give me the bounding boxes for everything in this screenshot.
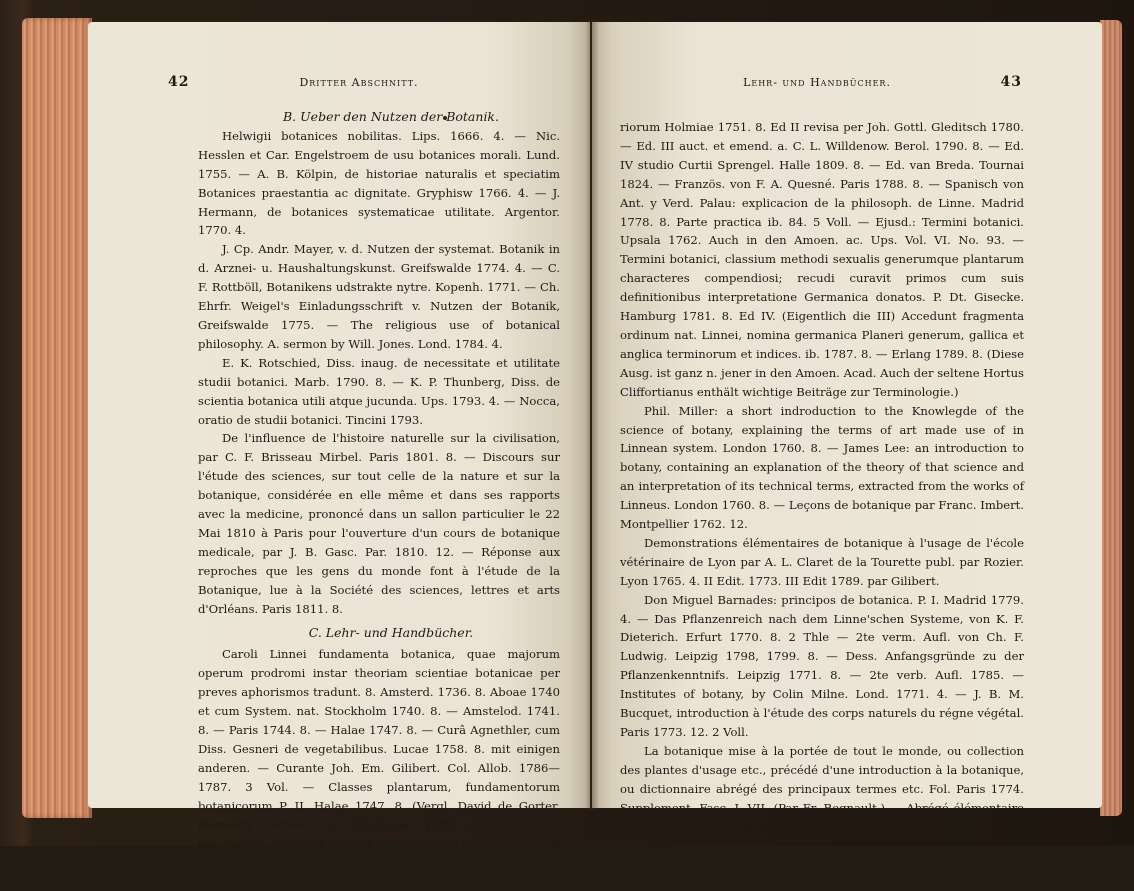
section-heading-b: B. Ueber den Nutzen der Botanik. — [283, 109, 499, 124]
page-number-right: 43 — [1000, 74, 1022, 90]
paragraph: riorum Holmiae 1751. 8. Ed II revisa per Joh. Gottl. Gleditsch 1780. — Ed. III auct. et emend. a. C. L. Willdenow. Berol. 1790. 8. — Ed. IV studio Curtii Sprengel. Halle 1809. 8. — Ed. van Breda. Tournai 1824. — Französ. von F. A. Quesné. Paris 1788. 8. — Spanisch von Ant. y Verd. Palau: explicacion de la philosoph. de Linne. Madrid 1778. 8. Parte practica ib. 84. 5 Voll. — Ejusd.: Termini botanici. Upsala 1762. Auch in den Amoen. ac. Ups. Vol. VI. No. 93. — Termini botanici, classium methodi sexualis generumque plantarum characteres compendiosi; recudi curavit primos cum suis definitionibus interpretatione Germanica donatos. P. Dt. Gisecke. Hamburg 1781. 8. Ed IV. (Eigentlich die III) Accedunt fragmenta ordinum nat. Linnei, nomina germanica Planeri generum, gallica et anglica terminorum et indices. ib. 1787. 8. — Erlang 1789. 8. (Diese Ausg. ist ganz n. jener in den Amoen. Acad. Auch der seltene Hortus Cliffortianus enthält wichtige Beiträge zur Terminologie.) — [620, 120, 1024, 399]
paragraph: Helwigii botanices nobilitas. Lips. 1666. 4. — Nic. Hesslen et Car. Engelstroem de usu botanices morali. Lund. 1755. — A. B. Kölpin, de historiae naturalis et speciatim Botanices praestantia ac dignitate. Gryphisw 1766. 4. — J. Hermann, de botanices systematicae utilitate. Argentor. 1770. 4. — [198, 128, 560, 238]
right-page-text — [620, 118, 1024, 836]
section-heading-c: C. Lehr- und Handbücher. — [308, 625, 474, 641]
page-edges-left — [22, 18, 92, 818]
paragraph: J. Cp. Andr. Mayer, v. d. Nutzen der systemat. Botanik in d. Arznei- u. Haushaltungskunst. Greifswalde 1774. 4. — C. F. Rottböll, Botanikens udstrakte nytre. Kopenh. 1771. — Ch. Ehrfr. Weigel's Einladungsschrift v. Nutzen der Botanik, Greifswalde 1775. — The religious use of botanical philosophy. A. sermon by Will. Jones. Lond. 1784. 4. — [198, 242, 560, 351]
running-head-title-right: Lehr- und Handbücher. — [743, 76, 891, 89]
paragraph: Phil. Miller: a short indroduction to the Knowlegde of the science of botany, explaining the terms of art made use of in Linnean system. London 1760. 8. — James Lee: an introduction to botany, containing an explanation of the theory of that science and an interpretation of its technical terms, extracted from the works of Linneus. London 1760. 8. — Leçons de botanique par Franc. Imbert. Montpellier 1762. 12. — [620, 403, 1024, 532]
right-page — [592, 22, 1102, 834]
running-head-title-left: Dritter Abschnitt. — [299, 76, 419, 89]
left-running-head — [88, 76, 590, 96]
right-running-head — [592, 76, 1102, 96]
page-number-left: 42 — [168, 74, 190, 90]
left-page-text — [198, 108, 560, 891]
gutter-shadow — [585, 20, 599, 810]
paragraph: De l'influence de l'histoire naturelle sur la civilisation, par C. F. Brisseau Mirbel. Paris 1801. 8. — Discours sur l'étude des sciences, sur tout celle de la nature et sur la botanique, considérée en elle même et dans ses rapports avec la medicine, prononcé dans un sallon particulier le 22 Mai 1810 à Paris pour l'ouverture d'un cours de botanique medicale, par J. B. Gasc. Par. 1810. 12. — Réponse aux reproches que les gens du monde font à l'étude de la Botanique, lue à la Société des sciences, lettres et arts d'Orléans. Paris 1811. 8. — [198, 431, 560, 616]
paragraph: E. K. Rotschied, Diss. inaug. de necessitate et utilitate studii botanici. Marb. 1790. 8. — K. P. Thunberg, Diss. de scientia botanica utili atque jucunda. Ups. 1793. 4. — Nocca, oratio de studii botanici. Tincini 1793. — [198, 355, 560, 427]
left-page — [88, 22, 590, 889]
paragraph: Demonstrations élémentaires de botanique à l'usage de l'école vétérinaire de Lyon par A. L. Claret de la Tourette publ. par Rozier. Lyon 1765. 4. II Edit. 1773. III Edit 1789. par Gilibert. — [620, 535, 1024, 588]
page-edges-right — [1100, 20, 1122, 816]
paragraph: Caroli Linnei fundamenta botanica, quae majorum operum prodromi instar theoriam scientiae botanicae per preves aphorismos tradunt. 8. Amsterd. 1736. 8. Aboae 1740 et cum System. nat. Stockholm 1740. 8. — Amstelod. 1741. 8. — Paris 1744. 8. — Halae 1747. 8. — Curâ Agnethler, cum Diss. Gesneri de vegetabilibus. Lucae 1758. 8. mit einigen anderen. — Curante Joh. Em. Gilibert. Col. Allob. 1786—1787. 3 Vol. — Classes plantarum, fundamentorum botanicorum P. II. Halae 1747. 8. (Vergl. David de Gorter, elementa botanica 4. Harderov. 1749. 4. —) Ejusd. philosophia botanica in qua explicantur Fundamenta cum definitionibus partium, exemplis terminorum, observationibus ra- — [198, 647, 560, 889]
paragraph: Don Miguel Barnades: principos de botanica. P. I. Madrid 1779. 4. — Das Pflanzenreich nach dem Linne'schen Systeme, von K. F. Dieterich. Erfurt 1770. 8. 2 Thle — 2te verm. Aufl. von Ch. F. Ludwig. Leipzig 1798, 1799. 8. — Dess. Anfangsgründe zu der Pflanzenkenntnifs. Leipzig 1771. 8. — 2te verb. Aufl. 1785. — Institutes of botany, by Colin Milne. Lond. 1771. 4. — J. B. M. Bucquet, introduction à l'étude des corps naturels du régne végétal. Paris 1773. 12. 2 Voll. — [620, 592, 1024, 739]
paragraph: La botanique mise à la portée de tout le monde, ou collection des plantes d'usage etc., précédé d'une introduction à la botanique, ou dictionnaire abrégé des principaux termes etc. Fol. Paris 1774. Supplement. Fasc. I. VII. (Par Fr. Regnault.) — Abrégé élémentaire de botanique à l'usage de l'école de Lille par — [620, 743, 1024, 834]
